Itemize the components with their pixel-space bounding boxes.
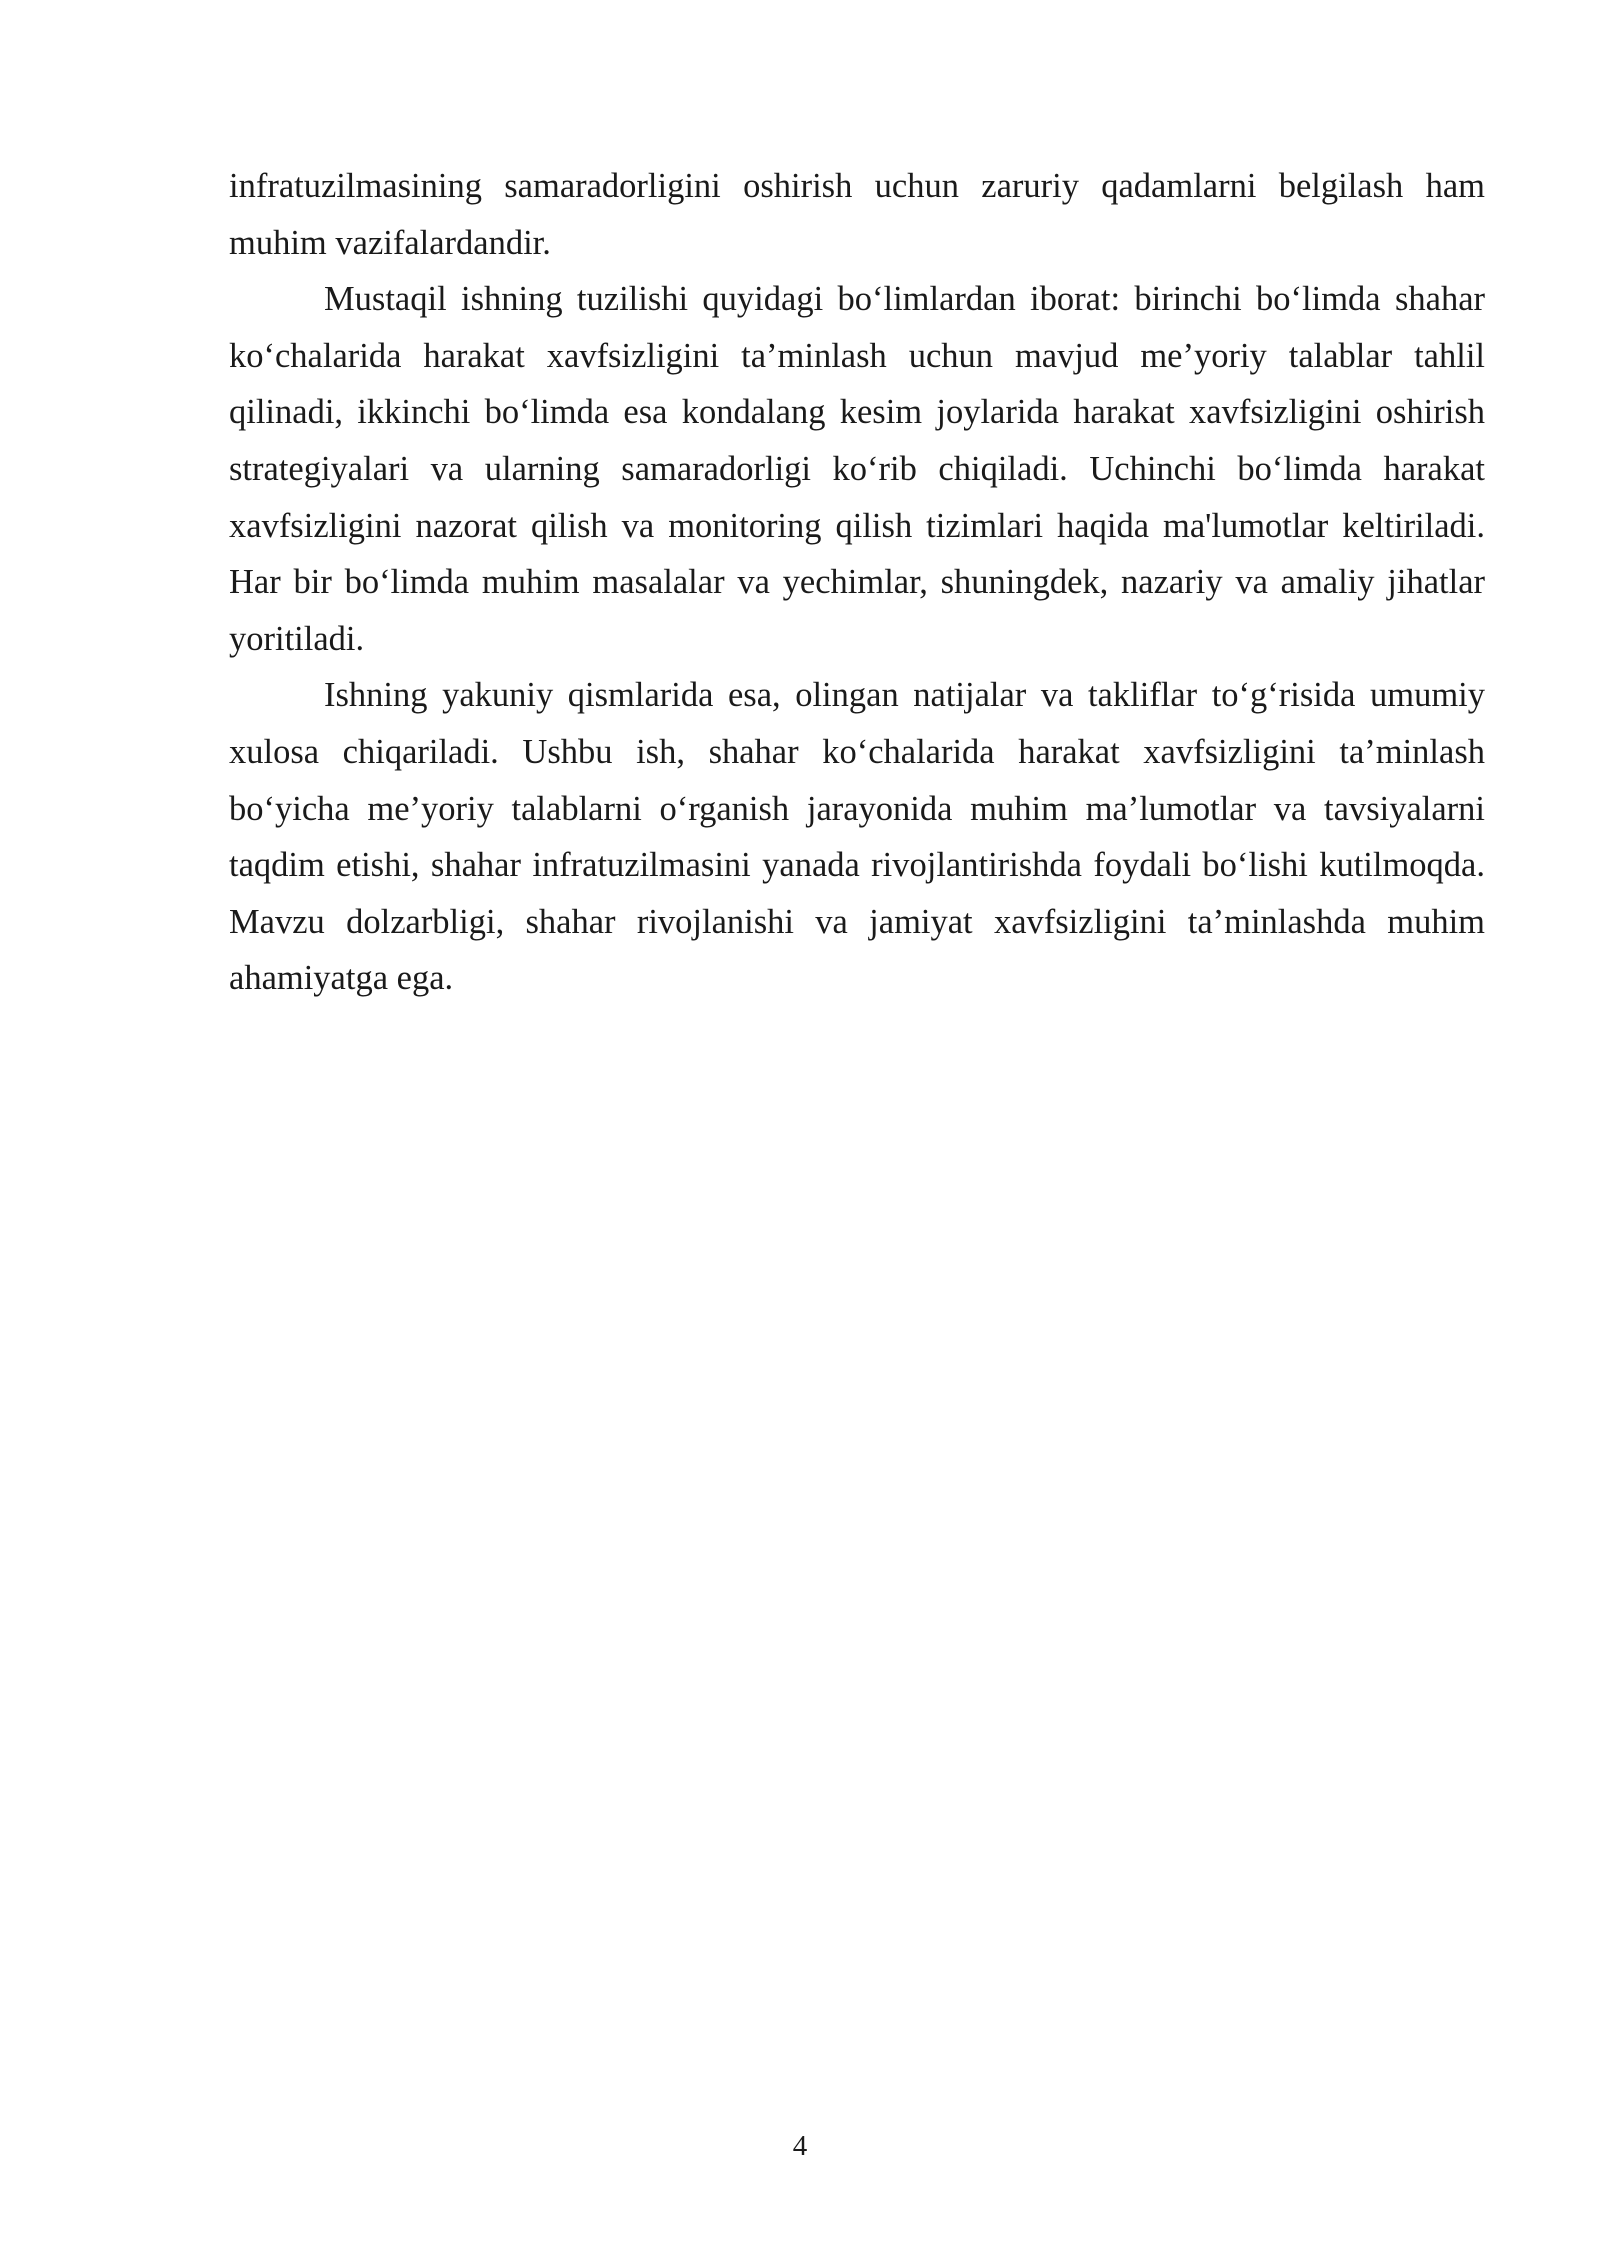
body-text [229, 158, 1485, 1007]
paragraph-2: Mustaqil ishning tuzilishi quyidagi bo‘limlardan iborat: birinchi bo‘limda shahar ko‘chalarida harakat xavfsizligini ta’minlash uchun mavjud me’yoriy talablar tahlil qilinadi, ikkinchi bo‘limda esa kondalang kesim joylarida harakat xavfsizligini oshirish strategiyalari va ularning samaradorligi ko‘rib chiqiladi. Uchinchi bo‘limda harakat xavfsizligini nazorat qilish va monitoring qilish tizimlari haqida ma'lumotlar keltiriladi. Har bir bo‘limda muhim masalalar va yechimlar, shuningdek, nazariy va amaliy jihatlar yoritiladi. [229, 280, 1485, 658]
paragraph-1: infratuzilmasining samaradorligini oshirish uchun zaruriy qadamlarni belgilash ham muhim vazifalardandir. [229, 167, 1485, 262]
page-number: 4 [792, 2130, 808, 2162]
paragraph-3: Ishning yakuniy qismlarida esa, olingan natijalar va takliflar to‘g‘risida umumiy xulosa chiqariladi. Ushbu ish, shahar ko‘chalarida harakat xavfsizligini ta’minlash bo‘yicha me’yoriy talablarni o‘rganish jarayonida muhim ma’lumotlar va tavsiyalarni taqdim etishi, shahar infratuzilmasini yanada rivojlantirishda foydali bo‘lishi kutilmoqda. Mavzu dolzarbligi, shahar rivojlanishi va jamiyat xavfsizligini ta’minlashda muhim ahamiyatga ega. [229, 676, 1485, 998]
